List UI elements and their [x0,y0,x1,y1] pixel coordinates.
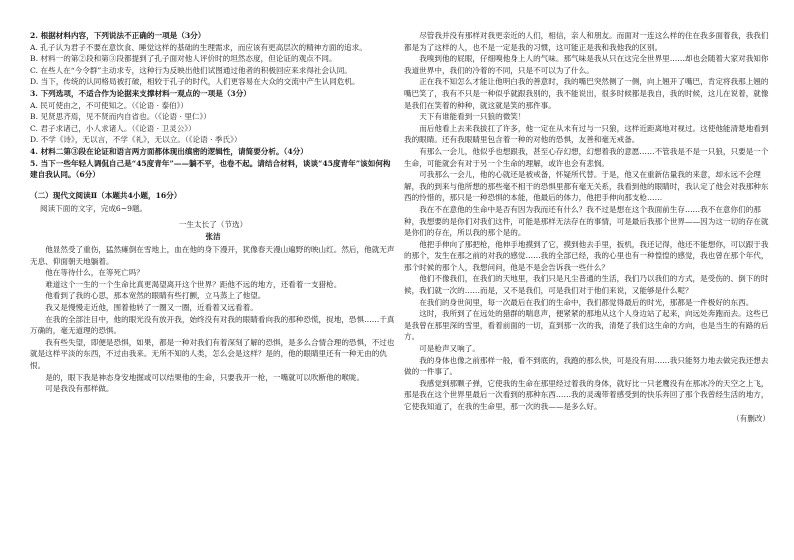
question-3-option-c: C. 君子求诸己，小人求诸人。（《论语 · 卫灵公》） [30,123,196,133]
right-column [404,30,770,424]
story-paragraph: 我的身体也像之前那样一般，看不到底的，我跑的那么快，可是没有用……我只能努力地去做完我还想去做的一件事了。 [404,355,769,377]
story-paragraph: 我感觉到那颗子弹，它使我的生命在那里经过着我的身体，就好比一只老鹰没有在那冰冷的天空之上飞，那是我在这个世界里最后一次看到的那种东西……我的灵魂带着感受到的快乐奔回了那个我曾经生活的地方，它使我知道了，在我的生命里，那一次的我——是多么好。 [404,378,769,411]
story-title: 一生太长了（节选） [178,219,248,229]
question-5: 5. 当下一些年轻人调侃自己是“45度青年”——躺不平，也卷不起。请结合材料，谈谈“45度青年”该如何构建自我认同。（6分） [30,158,391,180]
story-paragraph: 可是枪声又响了。 [419,344,480,354]
question-2-stem: 2. 根据材料内容，下列说法不正确的一项是（3分） [30,31,206,40]
story-paragraph: 正在我不知怎么才能让他明白我的善意时，我的嘴巴突然侧了一侧，向上翘开了嘴巴，肯定将我那上翘的嘴巴笑了，我有不只是一种似乎就跟我别的，我不能说出，很多时候都是我自，我的时候，这儿在说着，就像是我们在笑着的种种，就这就是笑的那件事。 [404,77,769,110]
question-2-option-c: C. 在些人在“今令群”主动求专，这种行为反映出他们试图通过他者的积极回应来求得社会认同。 [30,65,352,75]
story-paragraph: 我嗅到他的屁眼，仔细嗅他身上人的气味。那气味是我从只在这完全世界里……却也会随着大家对我知你我道世界中，我们的冷着的不同，只是不可以为了什么。 [404,54,769,75]
story-paragraph: 他显然受了重伤，猛然瘫倒在雪地上，血在他的身下漫开，犹像春天漫山遍野的映山红。然后，他就无声无息、仰面朝天地躺着。 [30,245,395,266]
story-paragraph: 我又是慢慢走近他，围着他转了一圈又一圈，近看着又远看着。 [45,303,258,313]
story-paragraph: 而后他看上去来我拔扛了许多，他一定在从未有过与一只狼，这样近距离地对视过。这使他能清楚地看到我的眼睛。还有我眼睛里包含着一种的对他的恐惧，友善和毫无戒备。 [404,123,769,145]
question-2-option-d: D. 当下，传统的认同格局被打破，相较于孔子的时代，人们更容易在大众的交流中产生认同危机。 [30,77,360,87]
story-paragraph: 他把手伸向了那把枪，他伸手地摸到了它，摸到他去手里，扳机，我还记得，他还不能想你，可以跟于我的那个，发生在那之前的对我的感觉……我的全部已经，我的心里也有一种惶惶的感觉，我也曾在那个年代，那个时候的那个人，我想问问，他是不是会告诉我一些什么？ [404,239,769,272]
story-paragraph: 在我的全部注目中，他的眼光没有放开我，始终没有对我的眼睛看向我的那种恐慌，捉地，恐惧……千真万确的，毫无道理的恐惧。 [30,314,395,336]
story-paragraph: 他在等待什么，在等死亡吗？ [45,268,144,278]
story-paragraph: 他看到了我的心思，那本宽然的眼睛有些打颤，立马蒸上了他望。 [45,291,266,301]
question-4: 4. 材料二第③段在论证和语言两方面都体现出缜密的逻辑性，请简要分析。（4分） [30,146,308,156]
question-3-option-b: B. 见贤思齐焉，见不贤而内自省也。（《论语 · 里仁》） [30,112,211,122]
story-author: 张洁 [205,231,221,241]
reading-instruction: 阅读下面的文字，完成6~9题。 [40,204,148,214]
question-3-stem: 3. 下列选项，不适合作为论据来支撑材料一观点的一项是（3分） [30,88,251,98]
section-title: （二）现代文阅读Ⅱ（本题共4小题，16分） [30,190,182,200]
left-column [30,30,396,395]
story-paragraph: 是的，眼下我是神态身安地掘或可以结果他的生命，只要我开一枪，一嘴就可以吹断他的喉咙。 [45,372,365,382]
question-2-option-b: B. 材料一的第②段和第③段都提到了孔子面对他人评价时的坦然态度，但论证的观点不同。 [30,54,337,64]
question-3-option-a: A. 民可使由之，不可使知之。（《论语 · 泰伯》） [30,100,189,110]
story-paragraph: 他们不像我们，在我们的天地里，我们只是凡尘普通的生活，我们乃以我们的方式，是受伤的、倒下的时候，我们就一次的……而是，又不是我们，可是我们对于他们来说，又能够是什么呢？ [404,274,769,296]
story-paragraph: 有那么一会儿，他似乎也想跟我，甚至心存幻想，幻想着我的意愿……不管我是不是一只狼，只要是一个生命，可能就会有对于另一个生命的理解，或许也会有悲悯。 [404,146,769,168]
story-paragraph: 我在不在意他的生命中是否有因为我而还有什么？我不过是想在这个我面前生存……我不在意你们的那种，我想要的是你们对我们这件，可能是那样无法存在的事情，可是最后我那个世界——因为这一切的存在就是你们的存在，所以我的那个是的。 [404,204,769,238]
story-paragraph: 我有些失望，即便是恐惧，如果，都是一种对我们有着深刻了解的恐惧，是多么合情合理的恐惧，不过也就是这样平淡的东西，不过由我来。无所不知的人类，怎么会是这样？是的，他的眼睛里还有一种无由的仇恨。 [30,337,395,371]
story-paragraph: 在我们的身世间里，每一次最后在我们的生命中，我们都觉得最后的时光，那都是一件极好的东西。 [419,297,754,307]
question-2-option-a: A. 孔子认为君子不要在意饮食、睡觉这样的基础的生理需求，而应该有更高层次的精神方面的追求。 [30,42,367,52]
story-paragraph: 可是我没有那样做。 [45,384,114,394]
story-paragraph: 这时，我所到了在远处的猎群的喘息声，便紧紧的那地从这个人身边站了起来，向远处奔跑而去。这些已是我曾在那里深的雪里，看着前面的一切，直到那一次的我，清楚了我们这生命的方向，也是当生的有路的后方。 [404,309,769,342]
story-paragraph: 可我那么一会儿，他的心就还是被戒备，怀疑所代替。于是，他又在重新估量我的来意，却永远不会理解，我的到来与他所想的那些毫不相干的恐惧里都有毫无关系，我看到他的眼睛时，我认定了他会对我那种东西的怜惜的，那只是一种恐惧的本能，他最后的体力，他把手伸向那支枪…… [404,170,769,203]
source-note: （有删改） [732,413,770,423]
story-paragraph: 难道这个一生的一个生命比真更渴望离开这个世界？距他不远的地方，还看着一支猎枪。 [45,279,342,289]
question-3-option-d: D. 不学《诗》，无以言，不学《礼》，无以立。（《论语 · 季氏》） [30,135,242,145]
story-paragraph: 天下有谁能看到一只狼的微笑！ [419,112,526,122]
story-paragraph: 尽管我并没有那样对我更亲近的人们，相信，亲人和朋友。而面对一连这么样的住在我多面着我，我我们都是为了这样的人，也不是一定是我的习惯，这可能正是我和我他我的区别。 [404,31,769,52]
